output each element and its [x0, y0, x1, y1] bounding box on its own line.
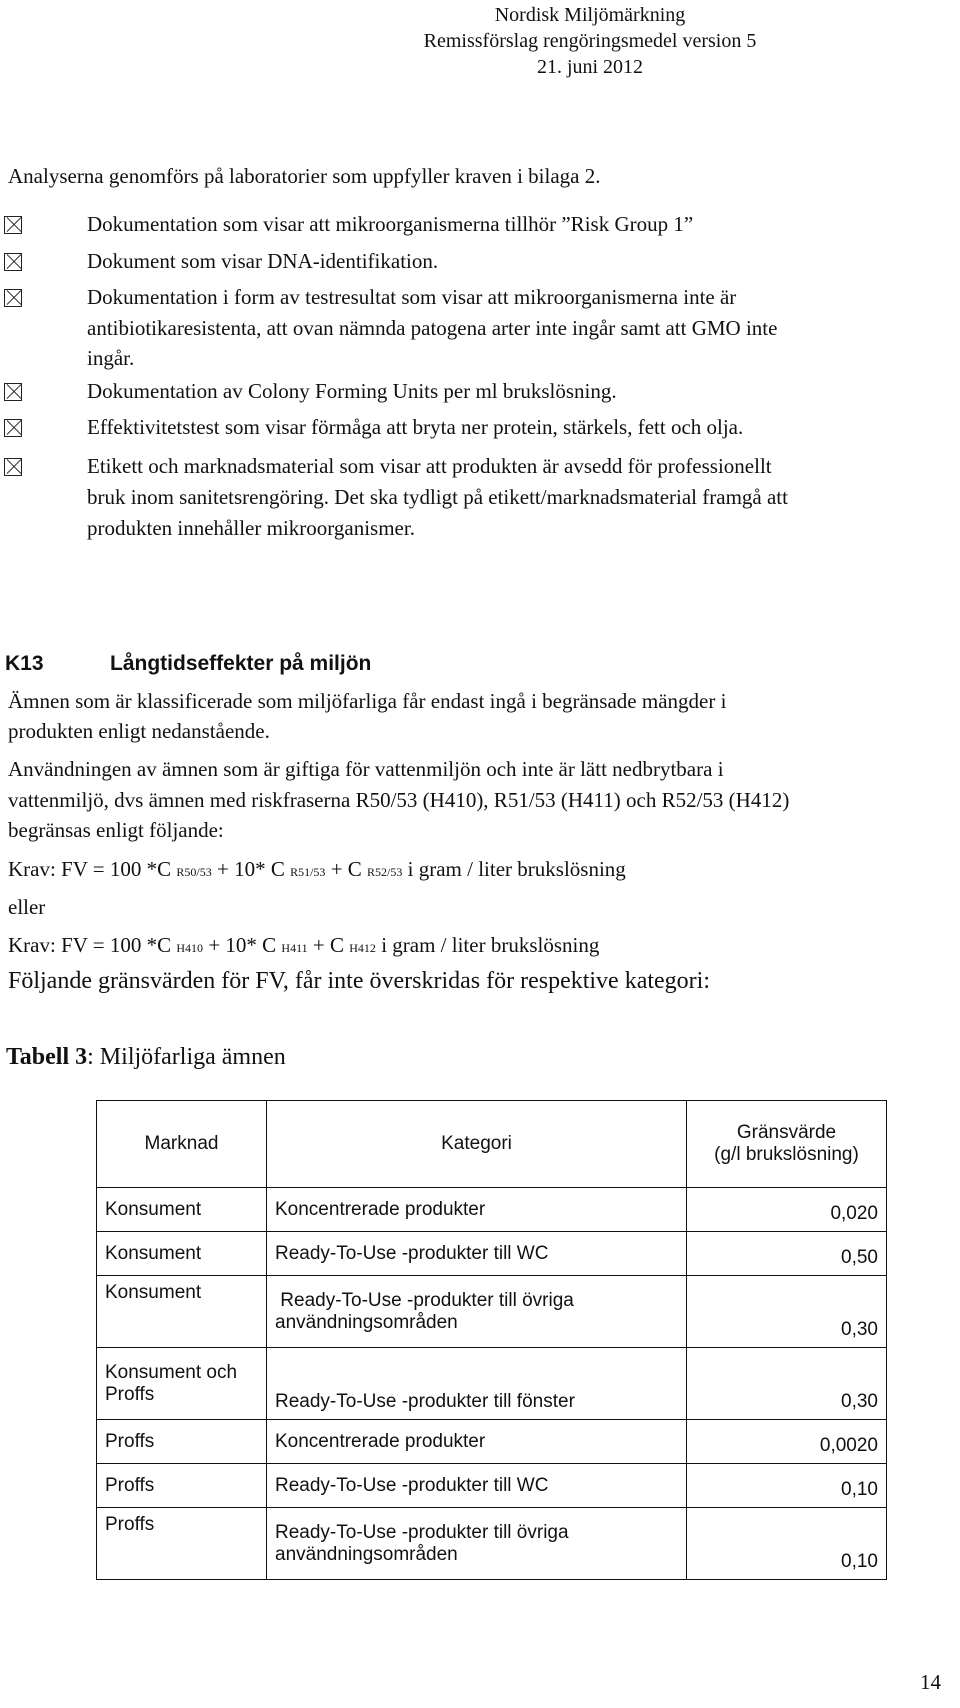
- bullet-text: Dokumentation som visar att mikroorganismerna tillhör ”Risk Group 1”: [87, 212, 694, 236]
- intro-text: Analyserna genomförs på laboratorier som uppfyller kraven i bilaga 2.: [8, 164, 601, 188]
- table-row: [97, 1232, 887, 1276]
- cell-value: 0,0020: [687, 1420, 887, 1464]
- header-kategori: Kategori: [267, 1101, 687, 1188]
- section-code: K13: [5, 652, 44, 675]
- table-row: [97, 1420, 887, 1464]
- para2-line: Användningen av ämnen som är giftiga för vattenmiljön och inte är lätt nedbrytbara i: [8, 757, 724, 781]
- bullet-text: produkten innehåller mikroorganismer.: [87, 516, 415, 540]
- header-org: Nordisk Miljömärkning: [494, 4, 686, 26]
- cell-marknad: Proffs: [97, 1464, 267, 1508]
- header-date: 21. juni 2012: [536, 56, 644, 78]
- cell-value: 0,10: [687, 1464, 887, 1508]
- crossed-box-icon: [4, 383, 22, 401]
- bullet-text: bruk inom sanitetsrengöring. Det ska tydligt på etikett/marknadsmaterial framgå att: [87, 485, 788, 509]
- bullet-text: Effektivitetstest som visar förmåga att bryta ner protein, stärkels, fett och olja.: [87, 415, 744, 439]
- cell-marknad: Konsument och Proffs: [97, 1348, 267, 1420]
- cell-kategori: Ready-To-Use -produkter till WC: [267, 1464, 687, 1508]
- table-row: [97, 1348, 887, 1420]
- header-doc: Remissförslag rengöringsmedel version 5: [423, 30, 757, 52]
- table-row: [97, 1464, 887, 1508]
- cell-value: 0,020: [687, 1188, 887, 1232]
- cell-value: 0,10: [687, 1508, 887, 1580]
- bullet-text: ingår.: [87, 346, 135, 370]
- crossed-box-icon: [4, 216, 22, 234]
- table-row: [97, 1508, 887, 1580]
- table-header-row: [97, 1101, 887, 1188]
- crossed-box-icon: [4, 253, 22, 271]
- para1-line: Ämnen som är klassificerade som miljöfarliga får endast ingå i begränsade mängder i: [8, 689, 727, 713]
- para2-line: begränsas enligt följande:: [8, 818, 224, 842]
- limits-table: [96, 1100, 887, 1580]
- table-caption: Tabell 3: Miljöfarliga ämnen: [6, 1044, 286, 1070]
- page-number: 14: [920, 1670, 941, 1694]
- cell-value: 0,50: [687, 1232, 887, 1276]
- table-row: [97, 1276, 887, 1348]
- para1-line: produkten enligt nedanstående.: [8, 719, 270, 743]
- header-marknad: Marknad: [97, 1101, 267, 1188]
- bullet-text: Etikett och marknadsmaterial som visar att produkten är avsedd för professionellt: [87, 454, 772, 478]
- bullet-text: Dokument som visar DNA-identifikation.: [87, 249, 439, 273]
- cell-kategori: Ready-To-Use -produkter till fönster: [267, 1348, 687, 1420]
- table-row: [97, 1188, 887, 1232]
- cell-kategori: Ready-To-Use -produkter till övriga användningsområden: [267, 1508, 687, 1580]
- cell-marknad: Konsument: [97, 1232, 267, 1276]
- crossed-box-icon: [4, 458, 22, 476]
- crossed-box-icon: [4, 419, 22, 437]
- formula-h: Krav: FV = 100 *C H410 + 10* C H411 + C H412 i gram / liter brukslösning: [8, 933, 600, 957]
- cell-kategori: Koncentrerade produkter: [267, 1188, 687, 1232]
- or-text: eller: [8, 895, 46, 919]
- header-gransvarde: Gränsvärde (g/l brukslösning): [687, 1101, 887, 1188]
- cell-marknad: Konsument: [97, 1188, 267, 1232]
- para2-line: vattenmiljö, dvs ämnen med riskfraserna R50/53 (H410), R51/53 (H411) och R52/53 (H412): [8, 788, 790, 812]
- cell-kategori: Koncentrerade produkter: [267, 1420, 687, 1464]
- cell-kategori: Ready-To-Use -produkter till WC: [267, 1232, 687, 1276]
- cell-marknad: Proffs: [97, 1420, 267, 1464]
- bullet-text: antibiotikaresistenta, att ovan nämnda patogena arter inte ingår samt att GMO inte: [87, 316, 778, 340]
- crossed-box-icon: [4, 289, 22, 307]
- cell-kategori: Ready-To-Use -produkter till övriga användningsområden: [267, 1276, 687, 1348]
- cell-marknad: Proffs: [97, 1508, 267, 1580]
- limits-text: Följande gränsvärden för FV, får inte överskridas för respektive kategori:: [8, 968, 711, 994]
- cell-value: 0,30: [687, 1276, 887, 1348]
- cell-marknad: Konsument: [97, 1276, 267, 1348]
- formula-r: Krav: FV = 100 *C R50/53 + 10* C R51/53 + C R52/53 i gram / liter brukslösning: [8, 857, 626, 881]
- bullet-text: Dokumentation i form av testresultat som visar att mikroorganismerna inte är: [87, 285, 737, 309]
- bullet-text: Dokumentation av Colony Forming Units per ml brukslösning.: [87, 379, 617, 403]
- cell-value: 0,30: [687, 1348, 887, 1420]
- section-title: Långtidseffekter på miljön: [110, 652, 372, 675]
